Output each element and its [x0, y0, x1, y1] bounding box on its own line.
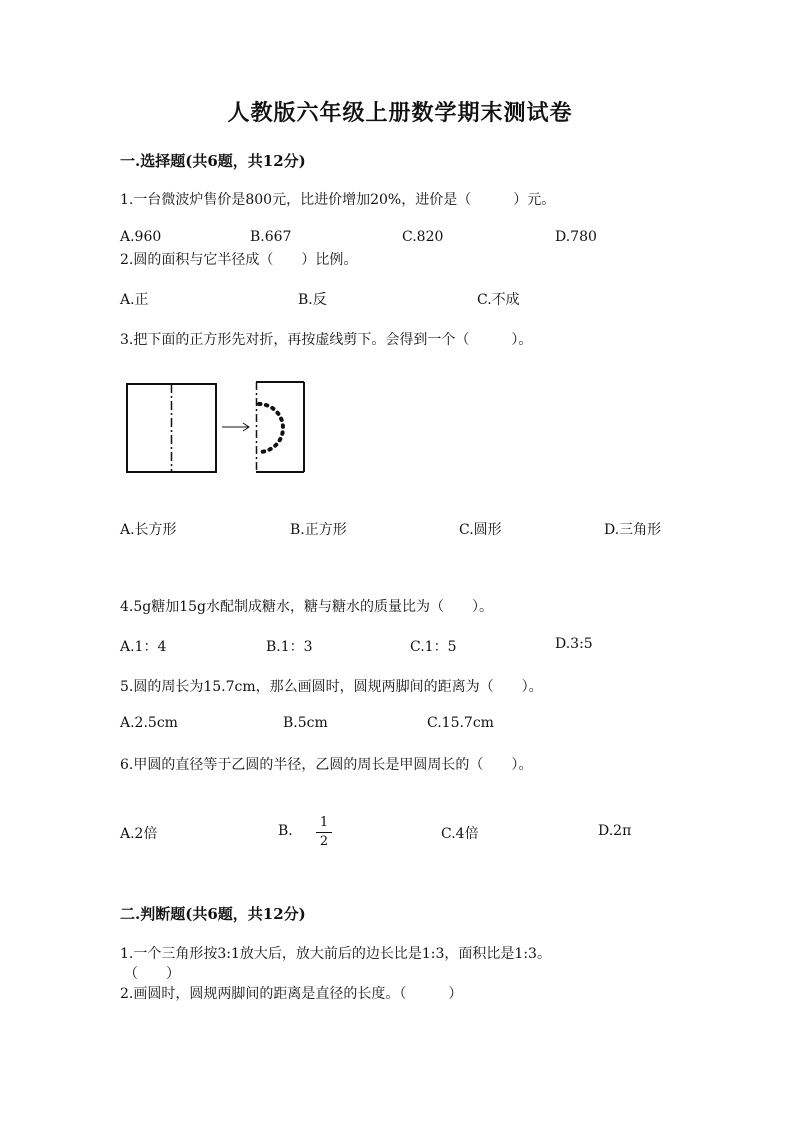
question-4: 4.5g糖加15g水配制成糖水，糖与糖水的质量比为（ ）。	[120, 599, 494, 615]
q3-option-b: B.正方形	[290, 522, 347, 538]
q4-option-d: D.3:5	[555, 636, 593, 652]
question-5: 5.圆的周长为15.7cm，那么画圆时，圆规两脚间的距离为（ ）。	[120, 679, 543, 695]
fraction-bar	[316, 832, 332, 833]
section-heading-judgment: 二.判断题(共6题，共12分)	[120, 905, 306, 923]
q5-option-b: B.5cm	[283, 715, 328, 731]
q6-option-c: C.4倍	[441, 826, 479, 842]
q2-option-c: C.不成	[477, 292, 520, 308]
question-1: 1.一台微波炉售价是800元，比进价增加20%，进价是（ ）元。	[120, 192, 556, 208]
q2-option-b: B.反	[298, 292, 327, 308]
fold-cut-figure	[120, 376, 310, 478]
q6-option-d: D.2π	[598, 823, 632, 839]
q2-option-a: A.正	[120, 292, 149, 308]
q1-option-c: C.820	[402, 229, 444, 245]
fraction-denominator: 2	[319, 834, 329, 849]
q6-option-b: B.	[278, 823, 293, 839]
q5-option-c: C.15.7cm	[427, 715, 494, 731]
section-heading-choice: 一.选择题(共6题，共12分)	[120, 152, 306, 170]
q4-option-b: B.1：3	[266, 639, 313, 655]
fraction-one-half	[316, 816, 332, 849]
q4-option-c: C.1：5	[410, 639, 457, 655]
q4-option-a: A.1：4	[120, 639, 167, 655]
q3-option-a: A.长方形	[120, 522, 177, 538]
question-6: 6.甲圆的直径等于乙圆的半径，乙圆的周长是甲圆周长的（ ）。	[120, 757, 533, 773]
judgment-question-2: 2.画圆时，圆规两脚间的距离是直径的长度。（ ）	[120, 986, 463, 1002]
q1-option-a: A.960	[120, 229, 162, 245]
q1-option-b: B.667	[250, 229, 292, 245]
fraction-numerator: 1	[319, 815, 329, 830]
judgment-1-blank: （ ）	[124, 966, 180, 982]
q3-option-c: C.圆形	[459, 522, 502, 538]
q6-option-a: A.2倍	[120, 826, 158, 842]
judgment-question-1: 1.一个三角形按3:1放大后，放大前后的边长比是1:3，面积比是1:3。	[120, 946, 551, 962]
q1-option-d: D.780	[555, 229, 597, 245]
question-3: 3.把下面的正方形先对折，再按虚线剪下。会得到一个（ ）。	[120, 332, 533, 348]
page-title: 人教版六年级上册数学期末测试卷	[227, 100, 573, 126]
q5-option-a: A.2.5cm	[120, 715, 178, 731]
question-2: 2.圆的面积与它半径成（ ）比例。	[120, 252, 358, 268]
q3-option-d: D.三角形	[604, 522, 662, 538]
